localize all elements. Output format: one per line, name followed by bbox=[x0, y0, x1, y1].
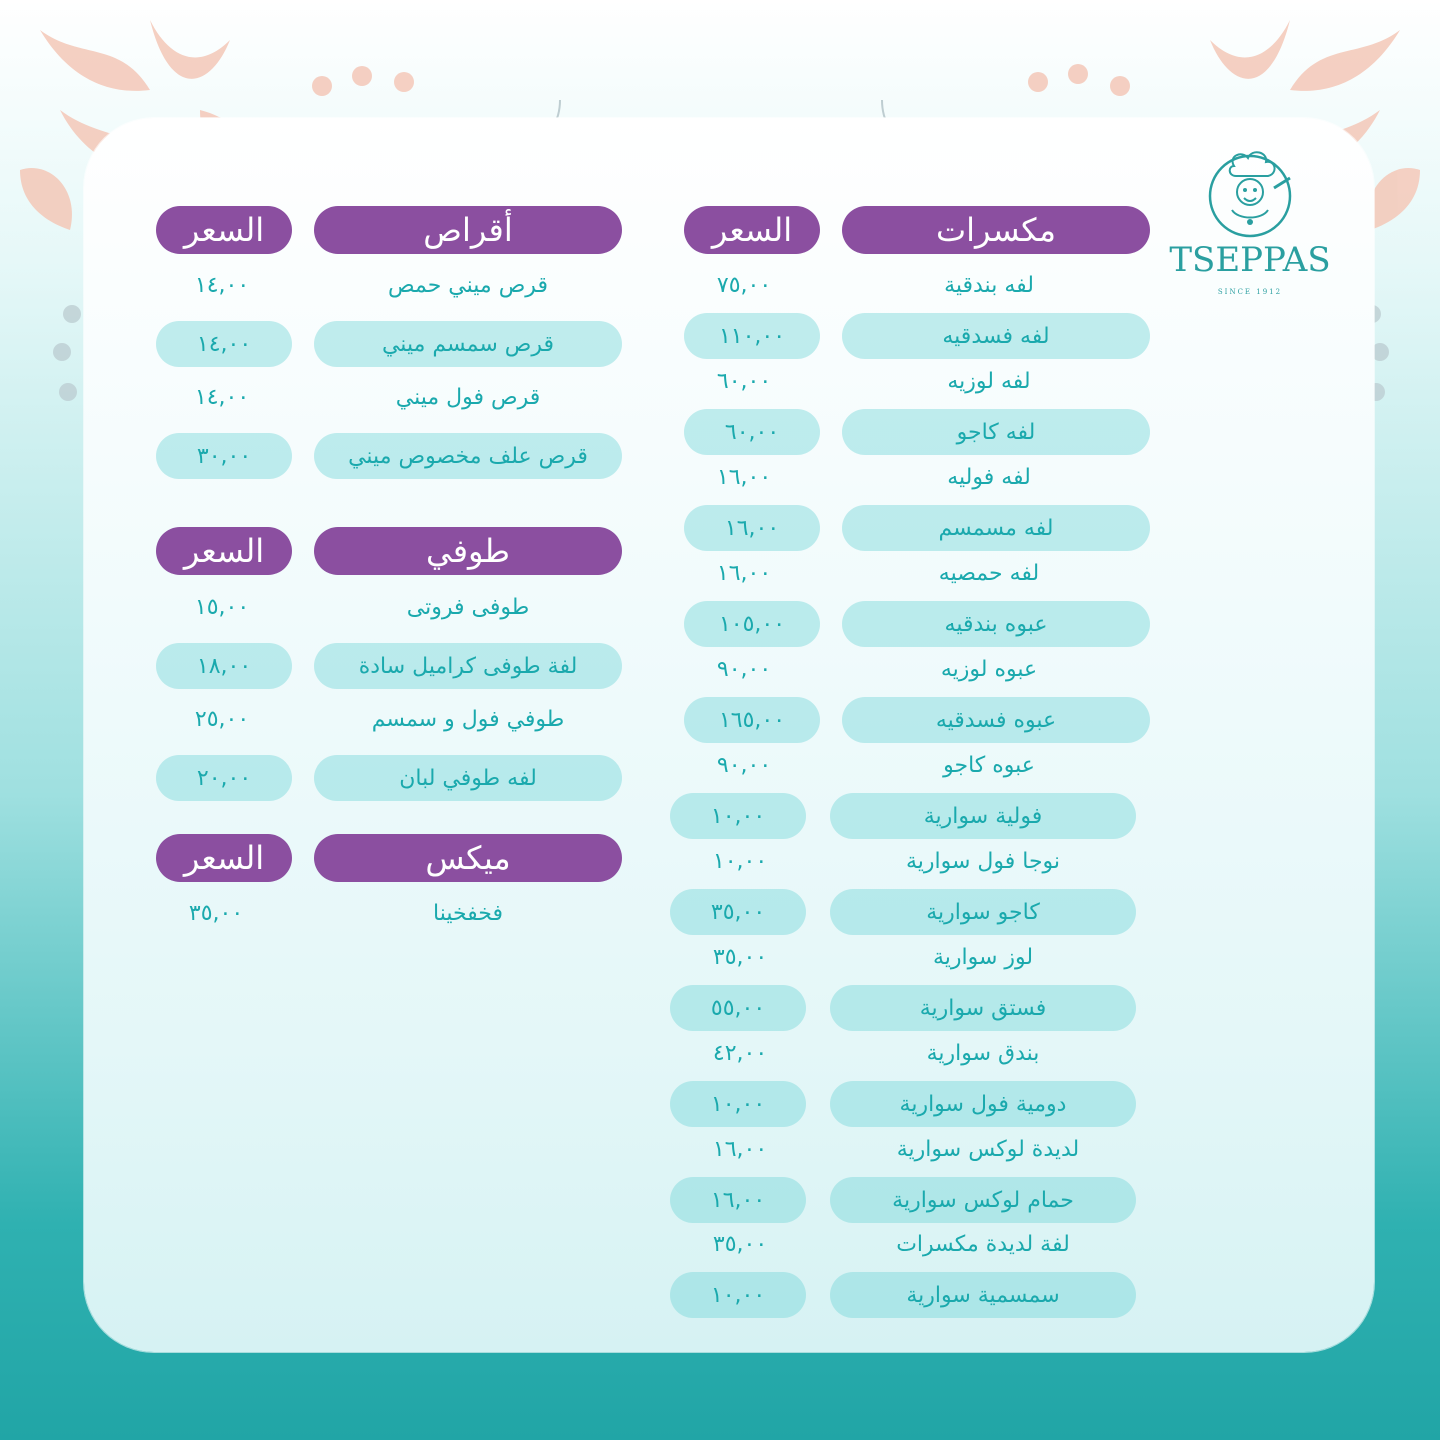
menu-item-price: ١٦٥,٠٠ bbox=[684, 697, 820, 743]
menu-item-price: ٣٠,٠٠ bbox=[156, 433, 292, 479]
section-title-mokassarat: مكسرات bbox=[842, 206, 1150, 254]
menu-item-name: بندق سوارية bbox=[926, 1040, 1040, 1066]
menu-item-price: ٤٢,٠٠ bbox=[712, 1040, 768, 1066]
menu-item-name: دومية فول سوارية bbox=[830, 1081, 1136, 1127]
menu-item-price: ٥٥,٠٠ bbox=[670, 985, 806, 1031]
menu-item-price: ٦٠,٠٠ bbox=[684, 409, 820, 455]
menu-item-price: ١٦,٠٠ bbox=[684, 505, 820, 551]
menu-item-name: لفة لديدة مكسرات bbox=[896, 1231, 1070, 1257]
menu-item-name: فولية سوارية bbox=[830, 793, 1136, 839]
menu-item-name: نوجا فول سوارية bbox=[905, 848, 1061, 874]
menu-item-name: لديدة لوكس سوارية bbox=[896, 1136, 1080, 1162]
brand-name: TSEPPAS bbox=[1169, 240, 1331, 280]
menu-item-price: ١٠,٠٠ bbox=[670, 1081, 806, 1127]
menu-item-price: ٦٠,٠٠ bbox=[716, 368, 772, 394]
menu-item-name: لفه مسمسم bbox=[842, 505, 1150, 551]
menu-item-price: ٣٥,٠٠ bbox=[670, 889, 806, 935]
menu-item-name: طوفي فول و سمسم bbox=[371, 706, 565, 732]
menu-item-price: ١٤,٠٠ bbox=[194, 272, 250, 298]
price-header-aqras: السعر bbox=[156, 206, 292, 254]
menu-item-name: قرص فول ميني bbox=[395, 384, 541, 410]
brand-since: SINCE 1912 bbox=[1217, 288, 1283, 296]
menu-item-price: ١٤,٠٠ bbox=[194, 384, 250, 410]
menu-item-price: ٣٥,٠٠ bbox=[188, 900, 244, 926]
menu-item-name: قرص سمسم ميني bbox=[314, 321, 622, 367]
menu-item-name: عبوه كاجو bbox=[943, 752, 1035, 778]
menu-item-name: فخفخينا bbox=[432, 900, 504, 926]
menu-item-price: ١٠,٠٠ bbox=[670, 793, 806, 839]
menu-item-name: لفه فسدقيه bbox=[842, 313, 1150, 359]
menu-item-price: ١٠,٠٠ bbox=[712, 848, 768, 874]
menu-item-price: ١٦,٠٠ bbox=[670, 1177, 806, 1223]
section-title-tofi: طوفي bbox=[314, 527, 622, 575]
menu-item-name: لفه حمصيه bbox=[938, 560, 1040, 586]
price-header-tofi: السعر bbox=[156, 527, 292, 575]
menu-item-name: لفه كاجو bbox=[842, 409, 1150, 455]
menu-item-name: كاجو سوارية bbox=[830, 889, 1136, 935]
menu-item-price: ١٠٥,٠٠ bbox=[684, 601, 820, 647]
menu-item-price: ١٦,٠٠ bbox=[712, 1136, 768, 1162]
menu-item-name: سمسمية سوارية bbox=[830, 1272, 1136, 1318]
menu-item-price: ١٨,٠٠ bbox=[156, 643, 292, 689]
section-title-mix: ميكس bbox=[314, 834, 622, 882]
price-header-mix: السعر bbox=[156, 834, 292, 882]
menu-item-price: ٧٥,٠٠ bbox=[716, 272, 772, 298]
chef-mascot-icon bbox=[1168, 148, 1332, 238]
brand-logo bbox=[1168, 148, 1332, 318]
menu-item-name: قرص ميني حمص bbox=[388, 272, 548, 298]
menu-item-name: لفه بندقية bbox=[944, 272, 1034, 298]
menu-item-price: ١٦,٠٠ bbox=[716, 560, 772, 586]
price-header-mokassarat: السعر bbox=[684, 206, 820, 254]
menu-item-name: لفه طوفي لبان bbox=[314, 755, 622, 801]
menu-item-name: قرص علف مخصوص ميني bbox=[314, 433, 622, 479]
menu-item-name: حمام لوكس سوارية bbox=[830, 1177, 1136, 1223]
menu-item-price: ٣٥,٠٠ bbox=[712, 944, 768, 970]
menu-item-price: ٩٠,٠٠ bbox=[716, 752, 772, 778]
menu-item-name: عبوه فسدقيه bbox=[842, 697, 1150, 743]
menu-item-name: طوفى فروتى bbox=[406, 594, 530, 620]
menu-item-name: عبوه لوزيه bbox=[940, 656, 1038, 682]
menu-item-price: ١٠,٠٠ bbox=[670, 1272, 806, 1318]
menu-item-price: ٣٥,٠٠ bbox=[712, 1231, 768, 1257]
menu-item-price: ١١٠,٠٠ bbox=[684, 313, 820, 359]
menu-item-price: ٢٠,٠٠ bbox=[156, 755, 292, 801]
menu-item-price: ١٤,٠٠ bbox=[156, 321, 292, 367]
menu-item-price: ٢٥,٠٠ bbox=[194, 706, 250, 732]
menu-item-price: ١٦,٠٠ bbox=[716, 464, 772, 490]
menu-item-name: لفه لوزيه bbox=[947, 368, 1031, 394]
menu-item-name: لفه فوليه bbox=[947, 464, 1031, 490]
menu-item-name: لوز سوارية bbox=[932, 944, 1034, 970]
menu-item-name: عبوه بندقيه bbox=[842, 601, 1150, 647]
menu-item-price: ١٥,٠٠ bbox=[194, 594, 250, 620]
menu-item-name: لفة طوفى كراميل سادة bbox=[314, 643, 622, 689]
section-title-aqras: أقراص bbox=[314, 206, 622, 254]
menu-item-price: ٩٠,٠٠ bbox=[716, 656, 772, 682]
menu-item-name: فستق سوارية bbox=[830, 985, 1136, 1031]
